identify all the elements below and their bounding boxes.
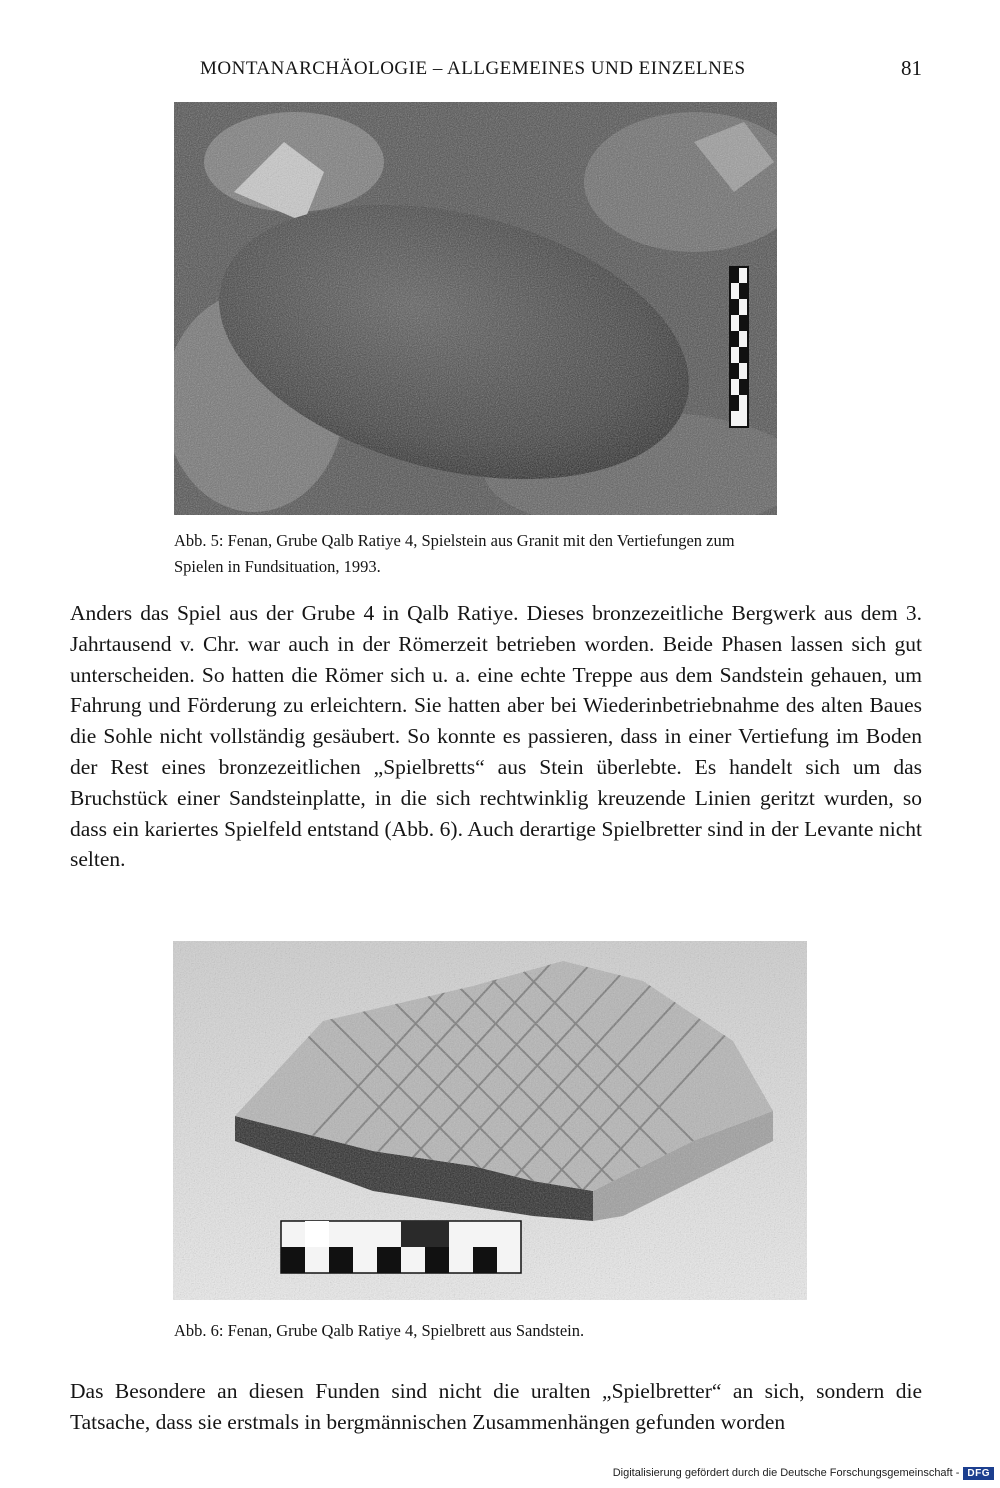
figure-5-caption: Abb. 5: Fenan, Grube Qalb Ratiye 4, Spielstein aus Granit mit den Vertiefungen zum Spielen in Fundsituation, 1993. <box>174 531 735 576</box>
figure-5-scale-bar <box>730 267 748 427</box>
page-number: 81 <box>901 56 922 80</box>
body-paragraph-2: Das Besondere an diesen Funden sind nicht die uralten „Spielbretter“ an sich, sondern die Tatsache, dass sie erstmals in bergmännischen Zusammenhängen gefunden worden <box>70 1379 922 1434</box>
figure-6-scale-bar <box>281 1221 521 1273</box>
credit-text: Digitalisierung gefördert durch die Deutsche Forschungsgemeinschaft - <box>612 1467 960 1479</box>
figure-5-illustration <box>174 102 777 515</box>
figure-5-photo <box>174 102 777 515</box>
digitization-credit <box>613 1464 994 1482</box>
dfg-logo: DFG <box>963 1467 994 1480</box>
figure-6-photo <box>173 941 807 1300</box>
body-paragraph-1: Anders das Spiel aus der Grube 4 in Qalb Ratiye. Dieses bronzezeitliche Bergwerk aus dem 3. Jahrtausend v. Chr. war auch in der Römerzeit betrieben worden. Beide Phasen lassen sich gut unterscheiden. So hatten die Römer sich u. a. eine echte Treppe aus dem Sandstein gehauen, um Fahrung und Förderung zu erleichtern. Sie hatten aber bei Wiederinbetriebnahme des alten Baues die Sohle nicht vollständig gesäubert. So konnte es passieren, dass in einer Vertiefung im Boden der Rest eines bronzezeitlichen „Spielbretts“ aus Stein überlebte. Es handelt sich um das Bruchstück einer Sandsteinplatte, in die sich rechtwinklig kreuzende Linien geritzt wurden, so dass ein kariertes Spielfeld entstand (Abb. 6). Auch derartige Spielbretter sind in der Levante nicht selten. <box>70 601 922 872</box>
running-title: MONTANARCHÄOLOGIE – ALLGEMEINES UND EINZELNES <box>200 58 746 79</box>
figure-6-caption: Abb. 6: Fenan, Grube Qalb Ratiye 4, Spielbrett aus Sandstein. <box>174 1321 585 1340</box>
page-header <box>0 58 1000 88</box>
figure-6-illustration <box>173 941 807 1300</box>
